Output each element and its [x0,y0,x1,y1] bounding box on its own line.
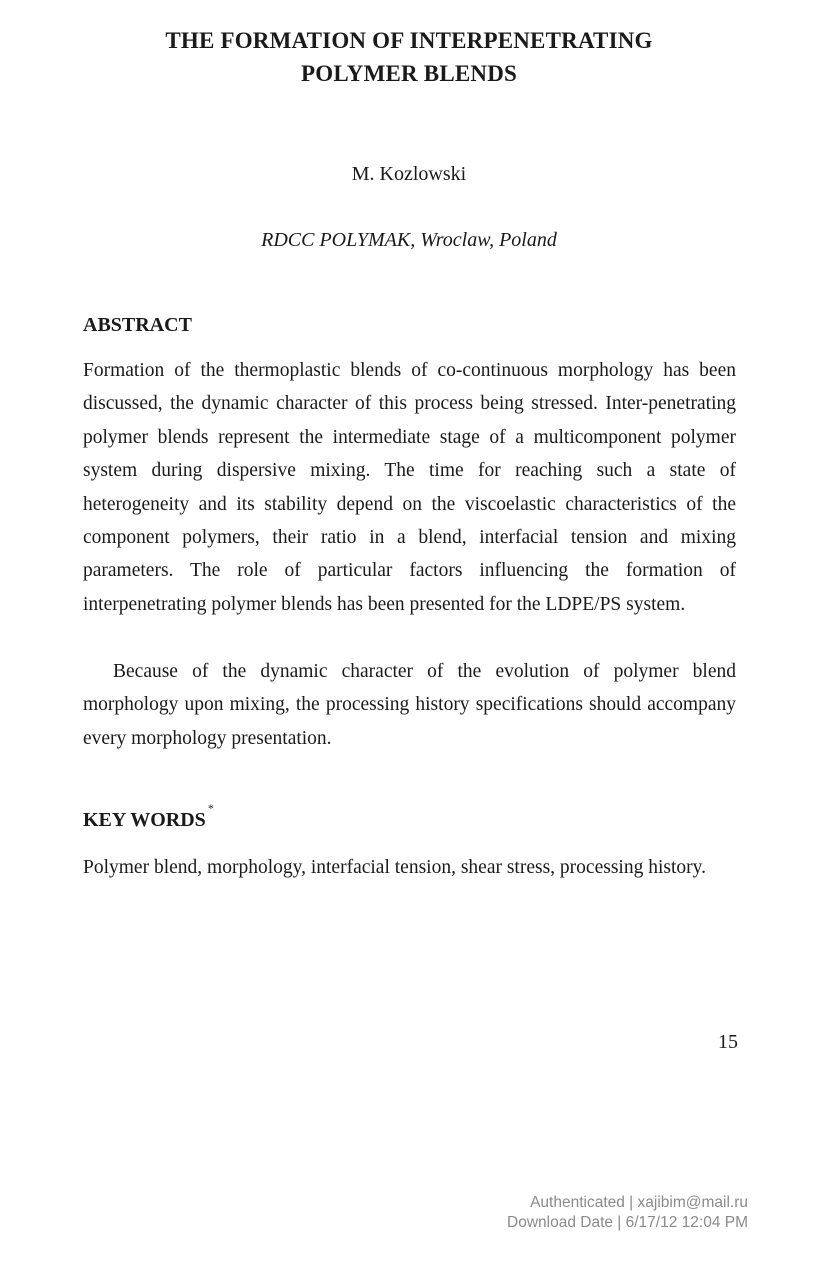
paper-title [0,24,818,90]
abstract-heading: ABSTRACT [83,314,192,336]
author-affiliation: RDCC POLYMAK, Wroclaw, Poland [261,229,557,251]
author-name: M. Kozlowski [351,163,467,185]
page-number: 15 [718,1031,738,1053]
title-line-2: POLYMER BLENDS [300,61,518,86]
footnote-mark: * [207,801,214,815]
footer-authenticated: Authenticated | xajibim@mail.ru [530,1194,748,1211]
abstract-paragraph-1: Formation of the thermoplastic blends of co-continuous morphology has been discussed, the dynamic character of this process being stressed. Inter-penetrating polymer blends represent the intermediate stage of a multicomponent polymer system during dispersive mixing. The time for reaching such a state of heterogeneity and its stability depend on the viscoelastic characteristics of the component polymers, their ratio in a blend, interfacial tension and mixing parameters. The role of particular factors influencing the formation of interpenetrating polymer blends has been presented for the LDPE/PS system. [83,360,736,615]
keywords-heading [83,801,214,832]
download-footer [507,1193,748,1233]
abstract-paragraph-2: Because of the dynamic character of the evolution of polymer blend morphology upon mixing, the processing history specifications should accompany every morphology presentation. [83,661,736,749]
footer-download-date: Download Date | 6/17/12 12:04 PM [507,1214,748,1231]
keywords-text: Polymer blend, morphology, interfacial tension, shear stress, processing history. [83,857,706,878]
title-line-1: THE FORMATION OF INTERPENETRATING [165,28,653,53]
keywords-heading-label: KEY WORDS [83,809,206,831]
